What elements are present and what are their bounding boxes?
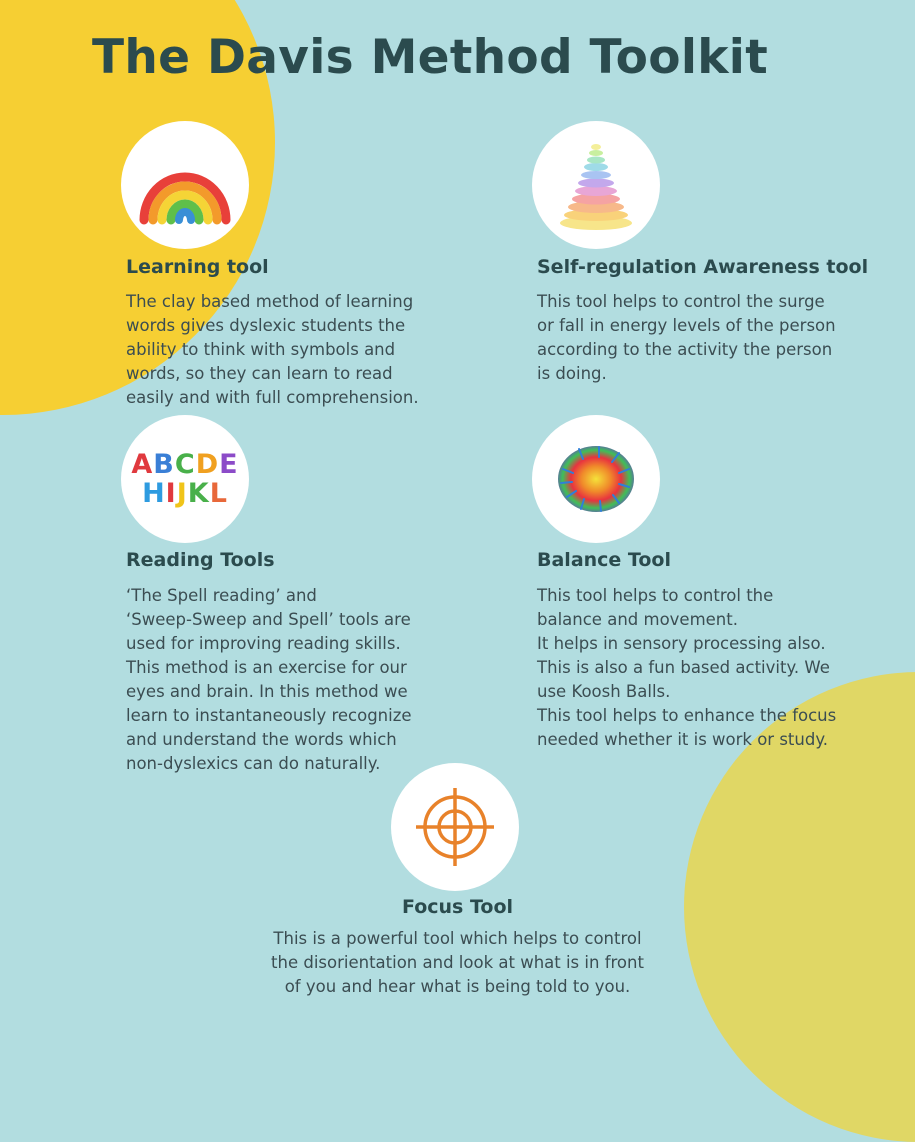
alphabet-letters-icon: [121, 415, 249, 543]
description-line: easily and with full comprehension.: [126, 388, 419, 407]
description-line: This tool helps to control the surge: [537, 292, 825, 311]
description-line: non-dyslexics can do naturally.: [126, 754, 381, 773]
description-line: ‘Sweep-Sweep and Spell’ tools are: [126, 610, 411, 629]
description-line: balance and movement.: [537, 610, 738, 629]
description-line: This method is an exercise for our: [126, 658, 407, 677]
description-line: use Koosh Balls.: [537, 682, 671, 701]
rainbow-clay-icon: [121, 121, 249, 249]
description-line: eyes and brain. In this method we: [126, 682, 408, 701]
alphabet-letters: [131, 450, 238, 508]
description-line: words gives dyslexic students the: [126, 316, 406, 335]
reading-tools-description: [126, 584, 446, 776]
learning-tool-title: Learning tool: [126, 256, 269, 278]
koosh-ball-icon: [532, 415, 660, 543]
description-line: learn to instantaneously recognize: [126, 706, 412, 725]
focus-tool-title: Focus Tool: [401, 896, 514, 918]
description-line: according to the activity the person: [537, 340, 833, 359]
description-line: and understand the words which: [126, 730, 397, 749]
description-line: or fall in energy levels of the person: [537, 316, 836, 335]
alphabet-row-2: HIJKL: [142, 478, 228, 509]
reading-tools-title: Reading Tools: [126, 549, 275, 571]
description-line: ability to think with symbols and: [126, 340, 396, 359]
description-line: This is a powerful tool which helps to control: [273, 929, 642, 948]
description-line: needed whether it is work or study.: [537, 730, 828, 749]
description-line: ‘The Spell reading’ and: [126, 586, 317, 605]
description-line: is doing.: [537, 364, 607, 383]
description-line: of you and hear what is being told to you.: [284, 977, 631, 996]
stacking-rings-icon: [532, 121, 660, 249]
description-line: This tool helps to enhance the focus: [537, 706, 837, 725]
description-line: words, so they can learn to read: [126, 364, 393, 383]
balance-tool-description: [537, 584, 847, 752]
description-line: This is also a fun based activity. We: [537, 658, 830, 677]
alphabet-row-1: ABCDE: [131, 449, 239, 480]
learning-tool-description: [126, 290, 442, 410]
self-regulation-tool-title: Self-regulation Awareness tool: [537, 256, 869, 278]
balance-tool-title: Balance Tool: [537, 549, 671, 571]
focus-tool-description: [0, 927, 915, 999]
crosshair-target-icon: [391, 763, 519, 891]
page-title: The Davis Method Toolkit: [92, 30, 768, 85]
description-line: the disorientation and look at what is in front: [271, 953, 644, 972]
self-regulation-tool-description: [537, 290, 849, 386]
description-line: It helps in sensory processing also.: [537, 634, 826, 653]
description-line: The clay based method of learning: [126, 292, 414, 311]
description-line: used for improving reading skills.: [126, 634, 401, 653]
description-line: This tool helps to control the: [537, 586, 774, 605]
